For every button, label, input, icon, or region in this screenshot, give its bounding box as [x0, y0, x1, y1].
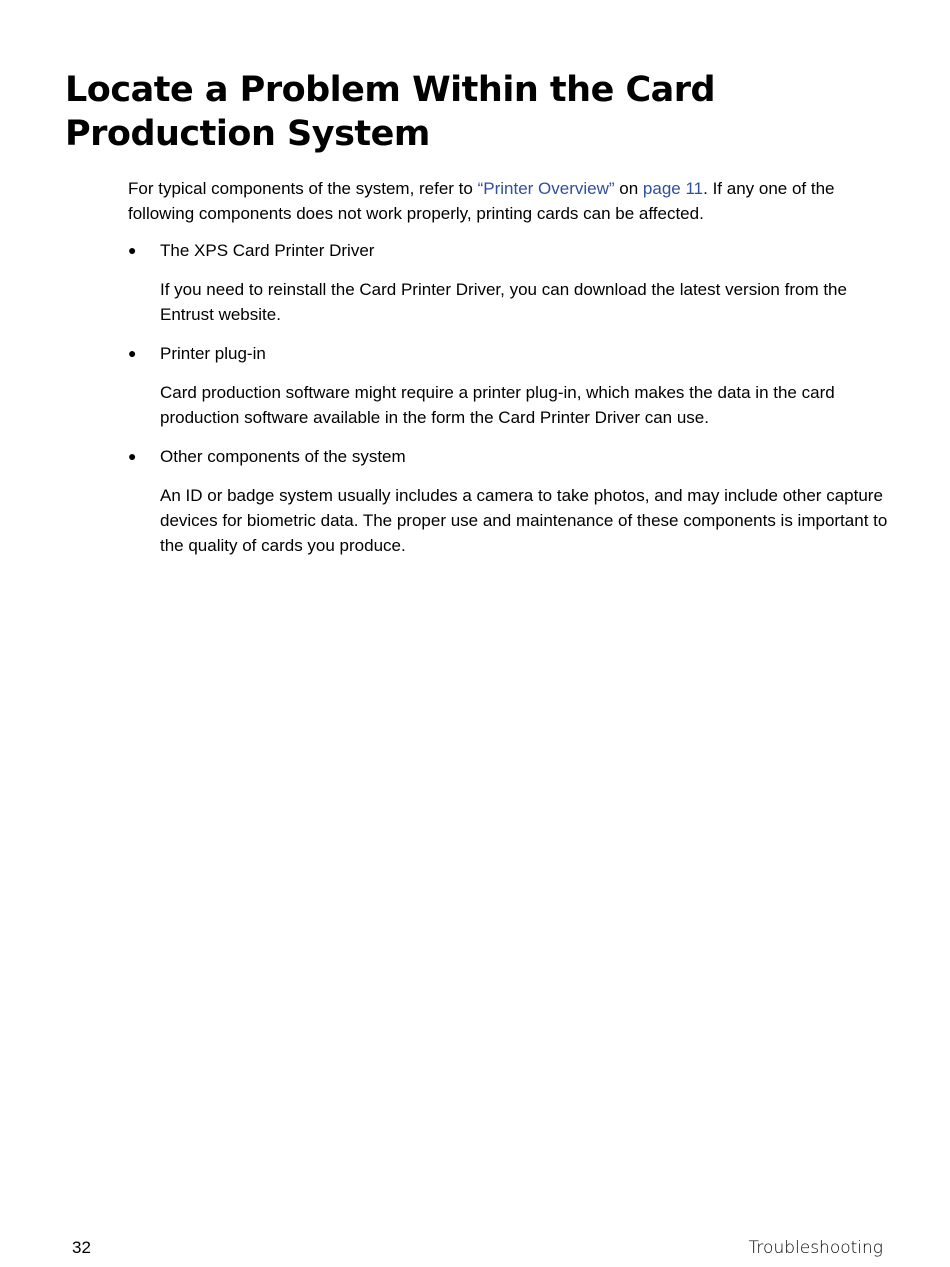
list-item: [128, 341, 898, 430]
list-item: [128, 238, 898, 327]
document-body: [128, 176, 898, 572]
bullet-icon: ●: [128, 448, 137, 464]
intro-text-before: For typical components of the system, refer to: [128, 179, 478, 198]
printer-overview-link[interactable]: “Printer Overview”: [477, 179, 615, 198]
list-item-description: Card production software might require a printer plug-in, which makes the data in the card production software available in the form the Card Printer Driver can use.: [160, 383, 835, 427]
list-item: [128, 444, 898, 558]
page-title: Locate a Problem Within the Card Production System: [65, 70, 716, 154]
intro-text-after: . If any one of the following components does not work properly, printing cards can be affected.: [128, 179, 835, 223]
footer-page-number: 32: [72, 1238, 91, 1257]
list-item-title: Other components of the system: [160, 447, 406, 466]
list-item-description: An ID or badge system usually includes a camera to take photos, and may include other capture devices for biometric data. The proper use and maintenance of these components is important to the quality of cards you produce.: [160, 486, 888, 555]
intro-paragraph: [128, 176, 898, 226]
page-reference-link[interactable]: page 11: [642, 179, 704, 198]
intro-text-middle: on: [614, 179, 643, 198]
list-item-title: Printer plug-in: [160, 344, 266, 363]
list-item-title: The XPS Card Printer Driver: [160, 241, 375, 260]
components-list: [128, 238, 898, 558]
list-item-description: If you need to reinstall the Card Printer Driver, you can download the latest version from the Entrust website.: [160, 280, 847, 324]
footer-section-title: Troubleshooting: [748, 1238, 883, 1258]
bullet-icon: ●: [128, 242, 137, 258]
bullet-icon: ●: [128, 345, 137, 361]
